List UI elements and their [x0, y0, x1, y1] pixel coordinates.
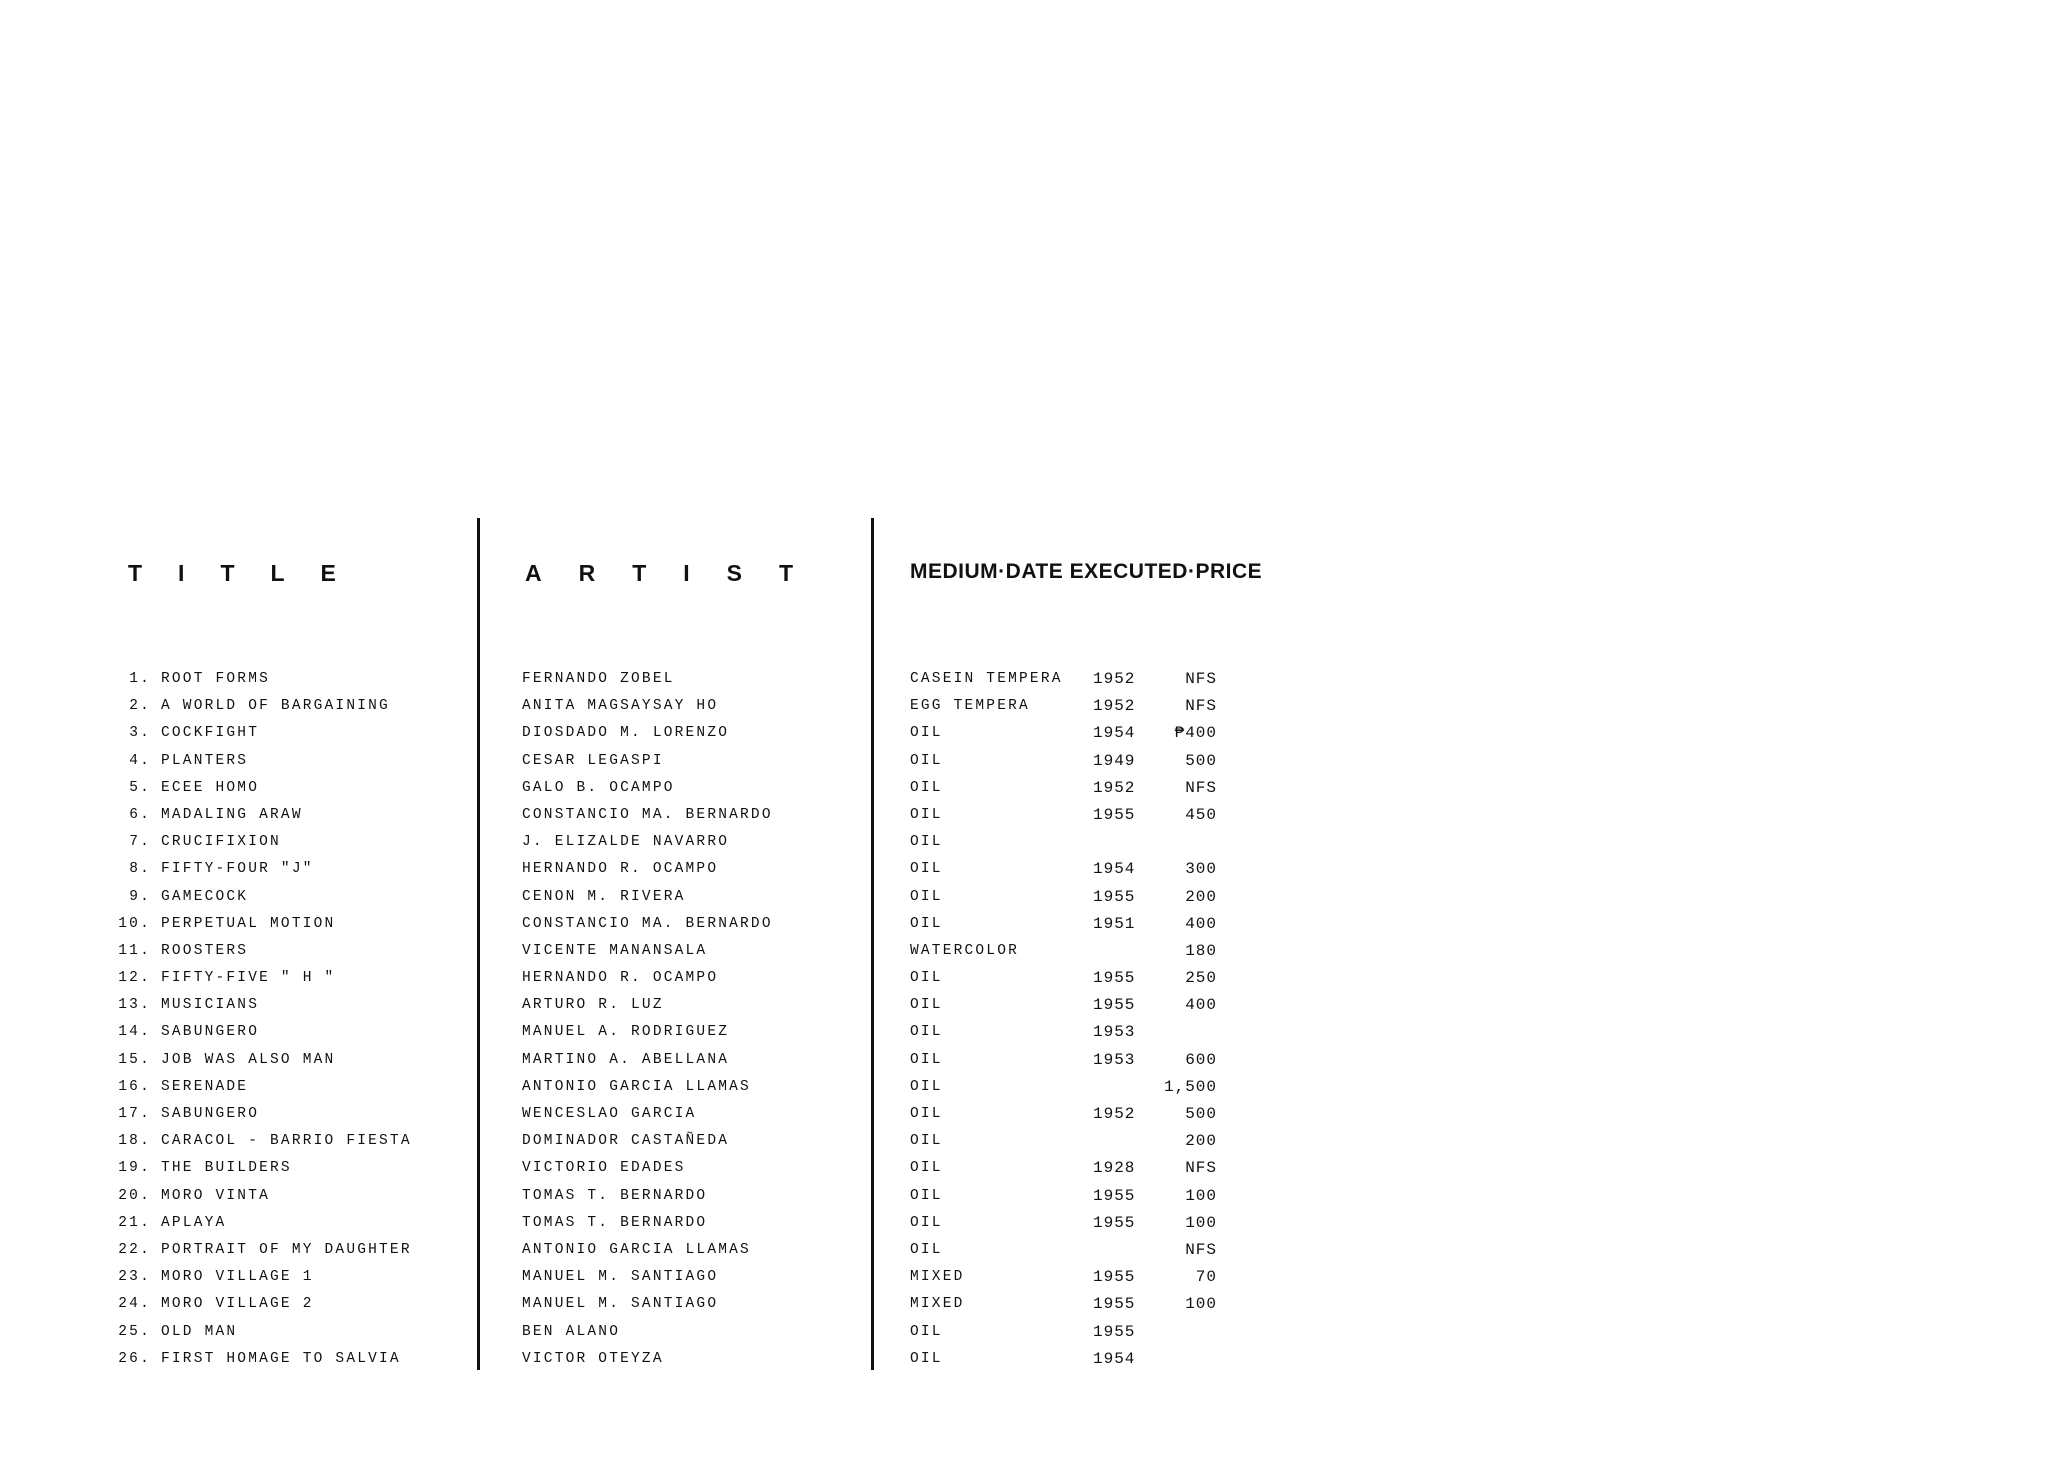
medium: OIL [910, 970, 943, 987]
medium: OIL [910, 1106, 943, 1122]
artist-name: ANITA MAGSAYSAY HO [522, 698, 719, 715]
date-executed: 1952 [1093, 697, 1136, 716]
price: 100 [1185, 1295, 1217, 1314]
date-executed: 1954 [1093, 1349, 1136, 1368]
price: 250 [1185, 969, 1217, 988]
medium: MIXED [910, 1296, 965, 1313]
medium: OIL [910, 1051, 943, 1068]
table-row [0, 775, 2048, 802]
artist-name: FERNANDO ZOBEL [522, 671, 675, 687]
artwork-title: MUSICIANS [161, 997, 260, 1014]
price: 500 [1185, 751, 1217, 770]
date-executed: 1949 [1093, 751, 1136, 770]
price: 100 [1185, 1213, 1217, 1232]
table-row [0, 693, 2048, 720]
price: 400 [1185, 996, 1217, 1015]
table-row [0, 666, 2048, 693]
medium: OIL [910, 806, 943, 823]
row-number: 14. [118, 1024, 151, 1041]
artwork-title: SABUNGERO [161, 1024, 260, 1041]
artwork-title: FIFTY-FOUR "J" [161, 861, 314, 878]
artist-name: CENON M. RIVERA [522, 888, 686, 905]
table-row [0, 1319, 2048, 1346]
price: 450 [1185, 805, 1217, 824]
column-header-artist: ARTIST [525, 560, 831, 586]
artwork-title: PERPETUAL MOTION [161, 915, 336, 932]
table-row [0, 1019, 2048, 1046]
table-row [0, 1047, 2048, 1074]
table-row [0, 1128, 2048, 1155]
artist-name: ANTONIO GARCIA LLAMAS [522, 1241, 751, 1258]
row-number: 3. [129, 725, 151, 742]
medium: MIXED [910, 1269, 965, 1286]
table-row [0, 1155, 2048, 1182]
price: NFS [1185, 1240, 1217, 1259]
price: 500 [1185, 1105, 1217, 1123]
date-executed: 1955 [1093, 1213, 1136, 1232]
table-row [0, 884, 2048, 911]
medium: OIL [910, 1323, 943, 1340]
table-row [0, 1210, 2048, 1237]
row-number: 16. [118, 1078, 151, 1095]
artist-name: TOMAS T. BERNARDO [522, 1214, 708, 1231]
artwork-title: SABUNGERO [161, 1106, 260, 1122]
row-number: 8. [129, 861, 151, 878]
artwork-list [0, 666, 2048, 1373]
artwork-title: THE BUILDERS [161, 1160, 292, 1177]
row-number: 6. [129, 806, 151, 823]
date-executed: 1955 [1093, 969, 1136, 988]
artwork-title: A WORLD OF BARGAINING [161, 698, 390, 715]
medium: OIL [910, 834, 943, 851]
medium: OIL [910, 1241, 943, 1258]
artwork-title: FIRST HOMAGE TO SALVIA [161, 1350, 401, 1367]
price: 400 [1185, 914, 1217, 933]
row-number: 1. [129, 671, 151, 687]
artist-name: WENCESLAO GARCIA [522, 1106, 697, 1122]
medium: OIL [910, 888, 943, 905]
date-executed: 1952 [1093, 670, 1136, 688]
price: NFS [1185, 697, 1217, 716]
row-number: 9. [129, 888, 151, 905]
artist-name: CESAR LEGASPI [522, 752, 664, 769]
price: 100 [1185, 1186, 1217, 1205]
artwork-title: PLANTERS [161, 752, 249, 769]
row-number: 23. [118, 1269, 151, 1286]
date-executed: 1954 [1093, 724, 1136, 743]
price: NFS [1185, 670, 1217, 688]
artwork-title: OLD MAN [161, 1323, 238, 1340]
artist-name: MANUEL M. SANTIAGO [522, 1296, 719, 1313]
medium: OIL [910, 1350, 943, 1367]
price: 70 [1195, 1268, 1217, 1287]
row-number: 21. [118, 1214, 151, 1231]
artwork-title: ROOT FORMS [161, 671, 271, 687]
medium: CASEIN TEMPERA [910, 671, 1063, 687]
table-row [0, 1346, 2048, 1373]
row-number: 22. [118, 1241, 151, 1258]
row-number: 2. [129, 698, 151, 715]
artist-name: HERNANDO R. OCAMPO [522, 970, 719, 987]
medium: WATERCOLOR [910, 942, 1020, 959]
row-number: 7. [129, 834, 151, 851]
table-row [0, 829, 2048, 856]
artist-name: HERNANDO R. OCAMPO [522, 861, 719, 878]
row-number: 24. [118, 1296, 151, 1313]
date-executed: 1955 [1093, 1186, 1136, 1205]
artist-name: DIOSDADO M. LORENZO [522, 725, 730, 742]
artist-name: VICENTE MANANSALA [522, 942, 708, 959]
artist-name: VICTORIO EDADES [522, 1160, 686, 1177]
date-executed: 1955 [1093, 1295, 1136, 1314]
price: NFS [1185, 778, 1217, 797]
table-row [0, 911, 2048, 938]
row-number: 18. [118, 1133, 151, 1150]
artwork-title: CRUCIFIXION [161, 834, 281, 851]
artwork-title: ROOSTERS [161, 942, 249, 959]
artwork-title: COCKFIGHT [161, 725, 260, 742]
medium: OIL [910, 752, 943, 769]
artwork-title: ECEE HOMO [161, 779, 260, 796]
table-row [0, 1101, 2048, 1128]
row-number: 12. [118, 970, 151, 987]
date-executed: 1955 [1093, 1322, 1136, 1341]
artist-name: ANTONIO GARCIA LLAMAS [522, 1078, 751, 1095]
table-row [0, 802, 2048, 829]
artwork-title: APLAYA [161, 1214, 227, 1231]
table-row [0, 938, 2048, 965]
date-executed: 1954 [1093, 860, 1136, 879]
row-number: 4. [129, 752, 151, 769]
row-number: 19. [118, 1160, 151, 1177]
date-executed: 1955 [1093, 805, 1136, 824]
row-number: 13. [118, 997, 151, 1014]
medium: EGG TEMPERA [910, 698, 1030, 715]
artist-name: MARTINO A. ABELLANA [522, 1051, 730, 1068]
date-executed: 1955 [1093, 1268, 1136, 1287]
price: 600 [1185, 1050, 1217, 1069]
price: 200 [1185, 887, 1217, 906]
medium: OIL [910, 915, 943, 932]
medium: OIL [910, 1133, 943, 1150]
table-row [0, 1264, 2048, 1291]
price: 180 [1185, 941, 1217, 960]
price: 200 [1185, 1132, 1217, 1151]
table-row [0, 992, 2048, 1019]
row-number: 17. [118, 1106, 151, 1122]
artwork-title: SERENADE [161, 1078, 249, 1095]
artist-name: CONSTANCIO MA. BERNARDO [522, 806, 773, 823]
medium: OIL [910, 725, 943, 742]
table-row [0, 1237, 2048, 1264]
column-header-medium-date-price: MEDIUM·DATE EXECUTED·PRICE [910, 560, 1263, 583]
row-number: 26. [118, 1350, 151, 1367]
artist-name: TOMAS T. BERNARDO [522, 1187, 708, 1204]
date-executed: 1955 [1093, 996, 1136, 1015]
artist-name: J. ELIZALDE NAVARRO [522, 834, 730, 851]
medium: OIL [910, 1214, 943, 1231]
artwork-title: FIFTY-FIVE " H " [161, 970, 336, 987]
medium: OIL [910, 861, 943, 878]
row-number: 25. [118, 1323, 151, 1340]
artist-name: MANUEL A. RODRIGUEZ [522, 1024, 730, 1041]
date-executed: 1928 [1093, 1159, 1136, 1178]
medium: OIL [910, 1160, 943, 1177]
artwork-title: MORO VILLAGE 1 [161, 1269, 314, 1286]
artist-name: GALO B. OCAMPO [522, 779, 675, 796]
date-executed: 1953 [1093, 1050, 1136, 1069]
artwork-title: MADALING ARAW [161, 806, 303, 823]
date-executed: 1953 [1093, 1023, 1136, 1042]
artist-name: VICTOR OTEYZA [522, 1350, 664, 1367]
artist-name: BEN ALANO [522, 1323, 621, 1340]
artist-name: MANUEL M. SANTIAGO [522, 1269, 719, 1286]
price: ₱400 [1174, 724, 1217, 743]
date-executed: 1955 [1093, 887, 1136, 906]
date-executed: 1951 [1093, 914, 1136, 933]
medium: OIL [910, 997, 943, 1014]
medium: OIL [910, 1078, 943, 1095]
artist-name: ARTURO R. LUZ [522, 997, 664, 1014]
price: 1,500 [1163, 1077, 1217, 1096]
table-row [0, 1074, 2048, 1101]
table-row [0, 1183, 2048, 1210]
price: 300 [1185, 860, 1217, 879]
row-number: 20. [118, 1187, 151, 1204]
artwork-title: MORO VILLAGE 2 [161, 1296, 314, 1313]
artwork-title: JOB WAS ALSO MAN [161, 1051, 336, 1068]
artwork-title: GAMECOCK [161, 888, 249, 905]
row-number: 5. [129, 779, 151, 796]
artwork-title: PORTRAIT OF MY DAUGHTER [161, 1241, 412, 1258]
price: NFS [1185, 1159, 1217, 1178]
table-row [0, 1291, 2048, 1318]
table-row [0, 748, 2048, 775]
row-number: 11. [118, 942, 151, 959]
medium: OIL [910, 779, 943, 796]
table-row [0, 720, 2048, 747]
column-header-title: TITLE [128, 560, 372, 586]
medium: OIL [910, 1187, 943, 1204]
table-row [0, 856, 2048, 883]
table-row [0, 965, 2048, 992]
artist-name: DOMINADOR CASTAÑEDA [522, 1133, 730, 1150]
row-number: 15. [118, 1051, 151, 1068]
row-number: 10. [118, 915, 151, 932]
artwork-title: MORO VINTA [161, 1187, 271, 1204]
artwork-title: CARACOL - BARRIO FIESTA [161, 1133, 412, 1150]
medium: OIL [910, 1024, 943, 1041]
artist-name: CONSTANCIO MA. BERNARDO [522, 915, 773, 932]
date-executed: 1952 [1093, 778, 1136, 797]
date-executed: 1952 [1093, 1105, 1136, 1123]
